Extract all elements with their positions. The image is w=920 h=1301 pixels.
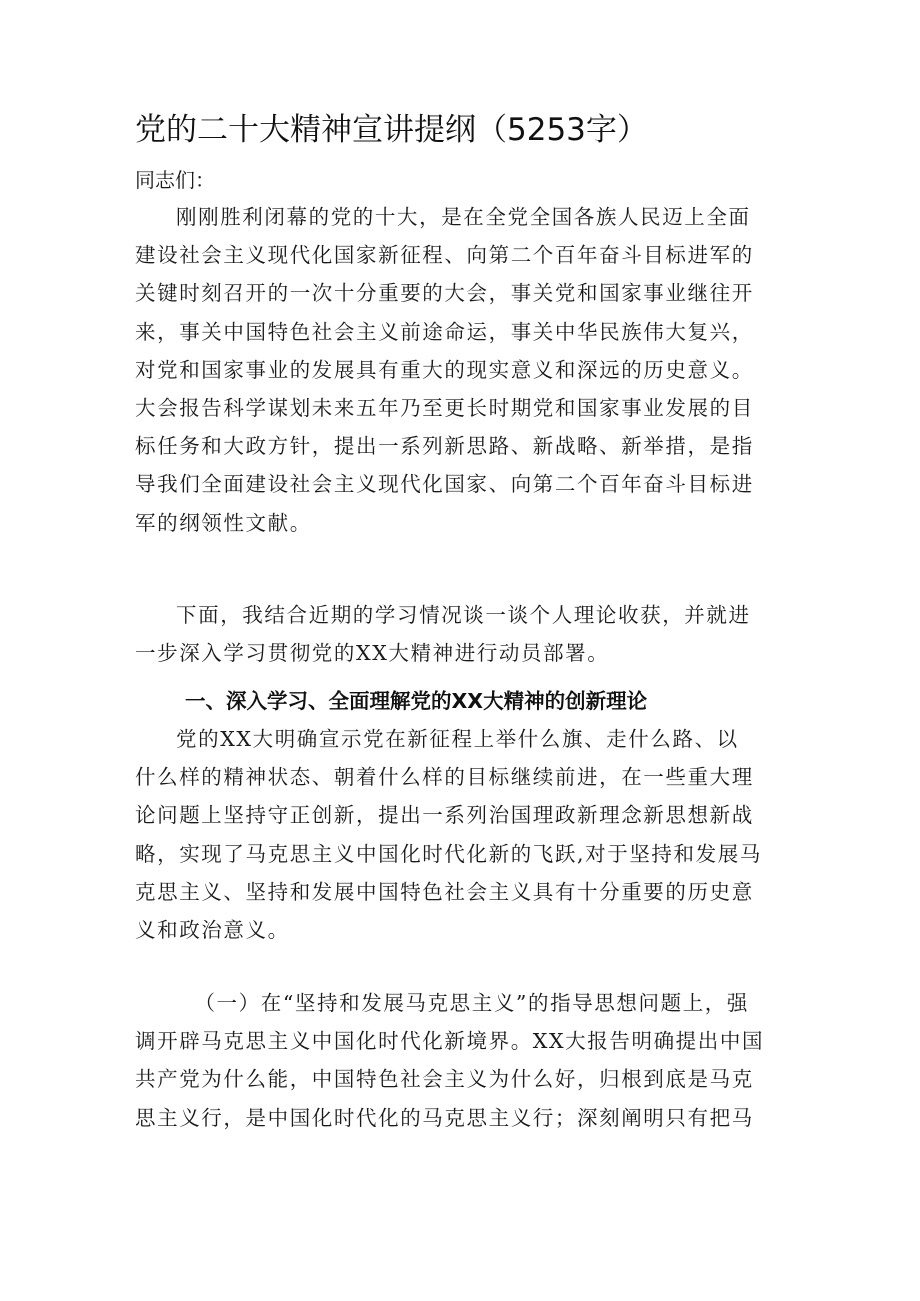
text-line: 对党和国家事业的发展具有重大的现实意义和深远的历史意义。: [135, 357, 754, 382]
text-line: （一）在“坚持和发展马克思主义”的指导思想问题上，强: [194, 991, 749, 1015]
text-line: 略，实现了马克思主义中国化时代化新的飞跃,对于坚持和发展马: [135, 841, 762, 866]
text-line: 军的纲领性文献。: [135, 510, 312, 535]
text-line: 调开辟马克思主义中国化时代化新境界。XX大报告明确提出中国: [135, 1029, 765, 1054]
paragraph-2: [135, 596, 791, 672]
document-title: 党的二十大精神宣讲提纲（5253字）: [135, 112, 648, 148]
text-line: 来，事关中国特色社会主义前途命运，事关中华民族伟大复兴，: [135, 319, 754, 344]
section-heading: 一、深入学习、全面理解党的XX大精神的创新理论: [185, 689, 648, 713]
text-line: 共产党为什么能，中国特色社会主义为什么好，归根到底是马克: [135, 1067, 754, 1092]
text-line: 标任务和大政方针，提出一系列新思路、新战略、新举措，是指: [135, 434, 754, 459]
text-line: 什么样的精神状态、朝着什么样的目标继续前进，在一些重大理: [135, 765, 754, 790]
text-line: 建设社会主义现代化国家新征程、向第二个百年奋斗目标进军的: [135, 243, 754, 268]
text-line: 刚刚胜利闭幕的党的十大，是在全党全国各族人民迈上全面: [176, 205, 751, 229]
paragraph-1: [135, 198, 791, 542]
text-line: 关键时刻召开的一次十分重要的大会，事关党和国家事业继往开: [135, 281, 754, 306]
salutation: 同志们：: [135, 168, 215, 192]
text-line: 思主义行，是中国化时代化的马克思主义行；深刻阐明只有把马: [135, 1105, 754, 1130]
text-line: 党的XX大明确宣示党在新征程上举什么旗、走什么路、以: [176, 727, 739, 751]
text-line: 大会报告科学谋划未来五年乃至更长时期党和国家事业发展的目: [135, 396, 754, 421]
paragraph-3: [135, 720, 791, 949]
text-line: 导我们全面建设社会主义现代化国家、向第二个百年奋斗目标进: [135, 472, 754, 497]
text-line: 义和政治意义。: [135, 918, 290, 943]
text-line: 下面，我结合近期的学习情况谈一谈个人理论收获，并就进: [176, 603, 751, 627]
text-line: 一步深入学习贯彻党的XX大精神进行动员部署。: [135, 641, 610, 666]
text-line: 克思主义、坚持和发展中国特色社会主义具有十分重要的历史意: [135, 879, 754, 904]
paragraph-4: [135, 984, 791, 1137]
text-line: 论问题上坚持守正创新，提出一系列治国理政新理念新思想新战: [135, 803, 754, 828]
